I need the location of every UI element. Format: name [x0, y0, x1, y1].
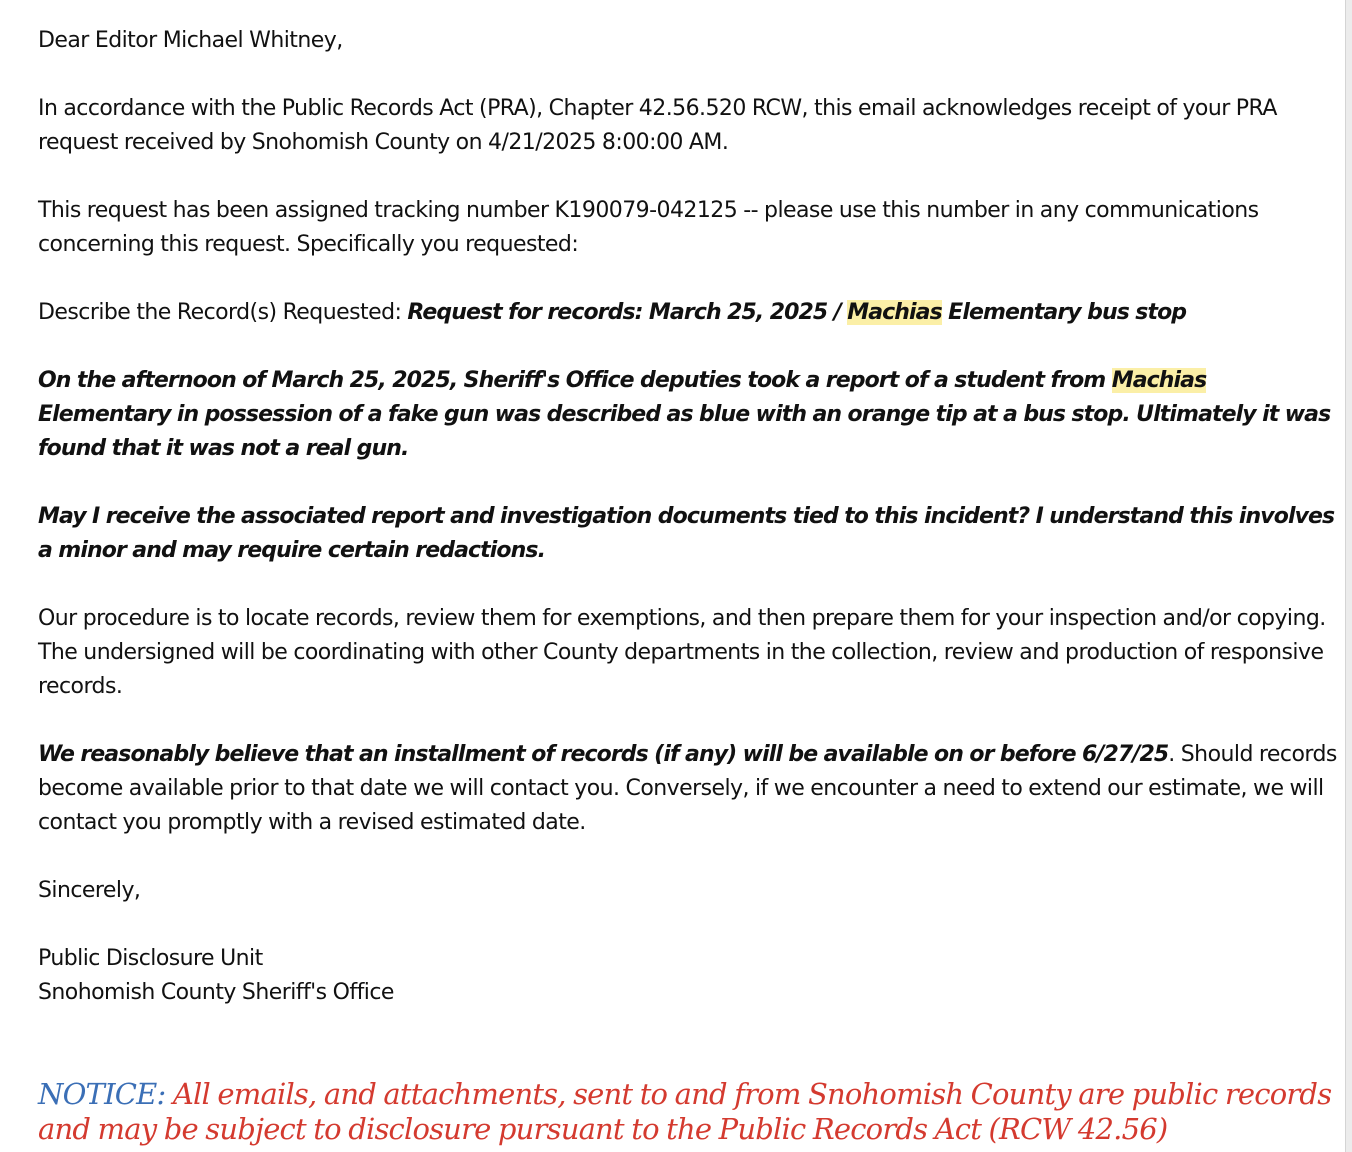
- estimate-date-statement: We reasonably believe that an installment of records (if any) will be available on or before 6/27/25: [38, 742, 1169, 767]
- procedure-paragraph: Our procedure is to locate records, review them for exemptions, and then prepare them for your inspection and/or copying. The undersigned will be coordinating with other County departments in the collection, review and production of responsive records.: [38, 606, 1326, 699]
- search-highlight: Machias: [1111, 368, 1207, 393]
- window-edge: [1345, 0, 1352, 1152]
- request-question: May I receive the associated report and investigation documents tied to this incident? I understand this involves a minor and may require certain redactions.: [38, 504, 1335, 563]
- signature-block: [38, 942, 1338, 1010]
- incident-description: On the afternoon of March 25, 2025, Sheriff's Office deputies took a report of a student from Machias Elementary in possession of a fake gun was described as blue with an orange tip at a bus stop. Ultimately it was found that it was not a real gun.: [38, 368, 1331, 461]
- greeting: Dear Editor Michael Whitney,: [38, 28, 343, 53]
- requested-records-line: [38, 296, 1338, 330]
- notice-text: All emails, and attachments, sent to and from Snohomish County are public records and may be subject to disclosure pursuant to the Public Records Act (RCW 42.56): [38, 1077, 1332, 1146]
- request-title: Request for records: March 25, 2025 / Machias Elementary bus stop: [407, 300, 1187, 325]
- signature-unit: Public Disclosure Unit: [38, 946, 263, 971]
- estimate-paragraph: We reasonably believe that an installment of records (if any) will be available on or before 6/27/25. Should records become available prior to that date we will contact you. Conversely, if we encounter a need to extend our estimate, we will contact you promptly with a revised estimated date.: [38, 742, 1337, 835]
- search-highlight: Machias: [847, 300, 942, 325]
- signature-office: Snohomish County Sheriff's Office: [38, 980, 394, 1005]
- describe-label: Describe the Record(s) Requested:: [38, 300, 408, 325]
- acknowledgement-paragraph: In accordance with the Public Records Act (PRA), Chapter 42.56.520 RCW, this email acknowledges receipt of your PRA request received by Snohomish County on 4/21/2025 8:00:00 AM.: [38, 96, 1277, 155]
- closing: Sincerely,: [38, 878, 141, 903]
- public-records-notice: [38, 1077, 1338, 1147]
- tracking-paragraph: This request has been assigned tracking number K190079-042125 -- please use this number in any communications concerning this request. Specifically you requested:: [38, 198, 1259, 257]
- email-body: [38, 24, 1338, 1044]
- notice-label: NOTICE:: [38, 1077, 166, 1111]
